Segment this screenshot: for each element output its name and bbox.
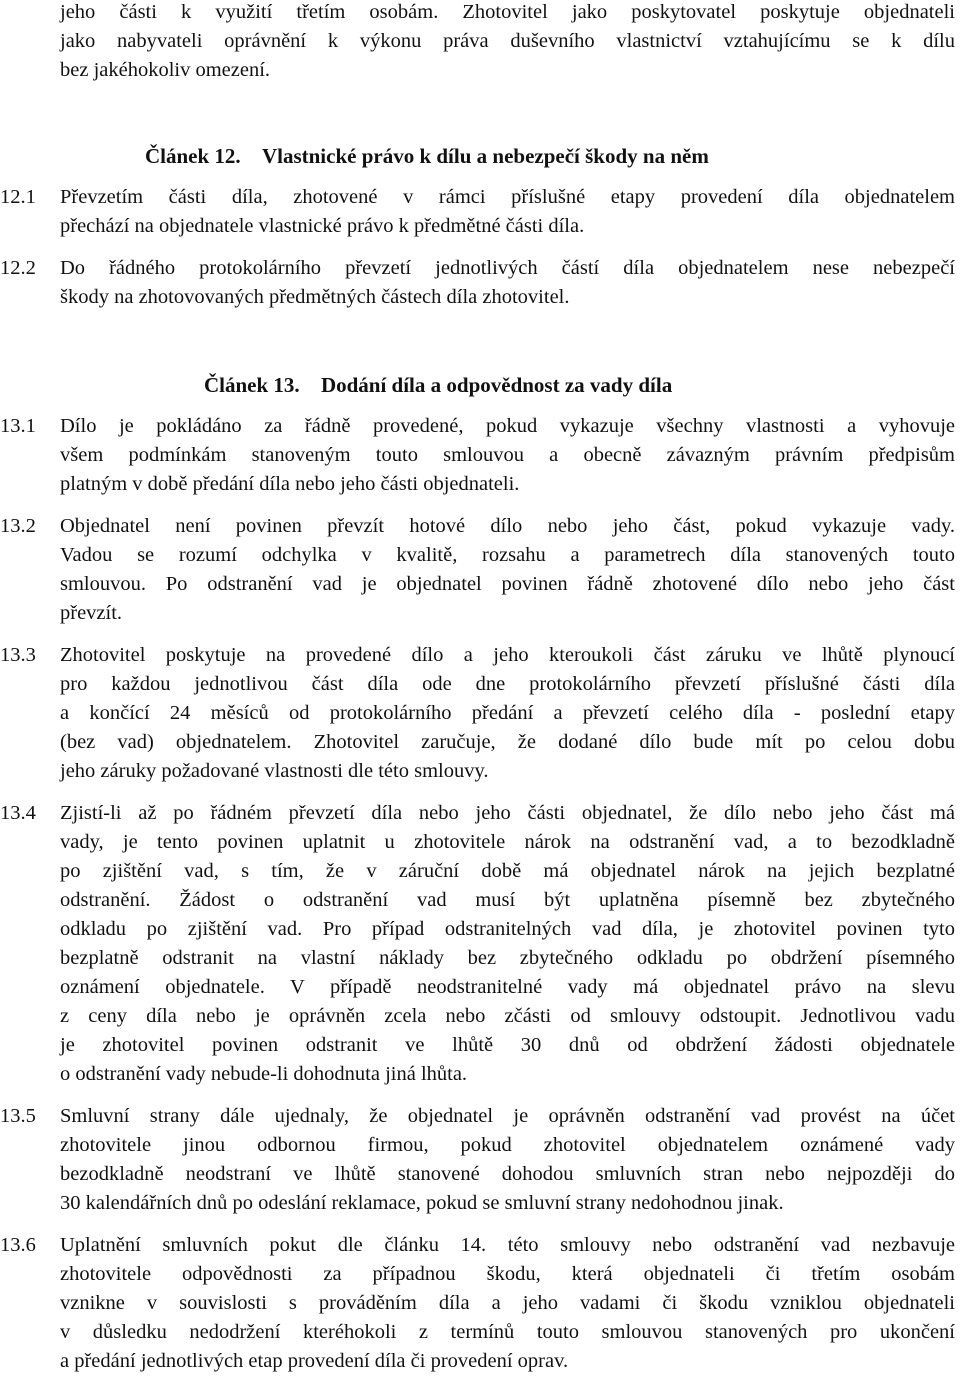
clause-line: všem podmínkám stanoveným touto smlouvou a obecně závazným právním předpisům: [60, 444, 955, 466]
clause-line: zhotovitele odpovědnosti za případnou škodu, která objednateli či třetím osobám: [60, 1263, 955, 1285]
clause-line: Zjistí-li až po řádném převzetí díla nebo jeho části objednatel, že dílo nebo jeho část má: [60, 802, 955, 824]
clause-line: po zjištění vad, s tím, že v záruční době má objednatel nárok na jejich bezplatné: [60, 860, 955, 882]
clause-line: oznámení objednatele. V případě neodstranitelné vady má objednatel právo na slevu: [60, 976, 955, 998]
clause-number: 13.2: [0, 515, 36, 537]
clause-line: Objednatel není povinen převzít hotové dílo nebo jeho část, pokud vykazuje vady.: [60, 515, 955, 537]
clause-line: přechází na objednatele vlastnické právo k předmětné části díla.: [60, 215, 585, 237]
clause-number: 13.5: [0, 1105, 36, 1127]
article-number: Článek 13.: [204, 373, 300, 397]
clause-line: jeho záruky požadované vlastnosti dle této smlouvy.: [60, 760, 489, 782]
clause-line: Smluvní strany dále ujednaly, že objednatel je oprávněn odstranění vad provést na účet: [60, 1105, 955, 1127]
article-13-heading: [204, 370, 672, 400]
clause-line: je zhotovitel povinen odstranit ve lhůtě 30 dnů od obdržení žádosti objednatele: [60, 1034, 955, 1056]
clause-line: bezplatně odstranit na vlastní náklady bez zbytečného odkladu po obdržení písemného: [60, 947, 955, 969]
clause-line: a předání jednotlivých etap provedení díla či provedení oprav.: [60, 1350, 569, 1372]
article-title: Dodání díla a odpovědnost za vady díla: [320, 373, 673, 397]
clause-line: pro každou jednotlivou část díla ode dne protokolárního převzetí příslušné části díla: [60, 673, 955, 695]
clause-line: odstranění. Žádost o odstranění vad musí být uplatněna písemně bez zbytečného: [60, 889, 955, 911]
clause-line: bezodkladně neodstraní ve lhůtě stanovené dohodou smluvních stran nebo nejpozději do: [60, 1163, 955, 1185]
clause-line: zhotovitele jinou odbornou firmou, pokud zhotovitel objednatelem oznámené vady: [60, 1134, 955, 1156]
clause-line: 30 kalendářních dnů po odeslání reklamace, pokud se smluvní strany nedohodnou jinak.: [60, 1192, 784, 1214]
intro-line: jeho části k využití třetím osobám. Zhotovitel jako poskytovatel poskytuje objednateli: [60, 1, 955, 23]
intro-line: jako nabyvateli oprávnění k výkonu práva duševního vlastnictví vztahujícímu se k dílu: [60, 30, 955, 52]
clause-line: škody na zhotovovaných předmětných částech díla zhotovitel.: [60, 286, 570, 308]
clause-line: a končící 24 měsíců od protokolárního předání a převzetí celého díla - poslední etapy: [60, 702, 955, 724]
clause-line: Do řádného protokolárního převzetí jednotlivých částí díla objednatelem nese nebezpečí: [60, 257, 955, 279]
clause-line: platným v době předání díla nebo jeho části objednateli.: [60, 473, 520, 495]
clause-line: v důsledku nedodržení kteréhokoli z termínů touto smlouvou stanovených pro ukončení: [60, 1321, 955, 1343]
clause-number: 13.3: [0, 644, 36, 666]
clause-line: o odstranění vady nebude-li dohodnuta jiná lhůta.: [60, 1063, 468, 1085]
article-number: Článek 12.: [145, 144, 241, 168]
article-title: Vlastnické právo k dílu a nebezpečí škody na něm: [261, 144, 709, 168]
clause-line: Dílo je pokládáno za řádně provedené, pokud vykazuje všechny vlastnosti a vyhovuje: [60, 415, 955, 437]
clause-number: 12.1: [0, 186, 36, 208]
clause-line: Zhotovitel poskytuje na provedené dílo a jeho kteroukoli část záruku ve lhůtě plynoucí: [60, 644, 955, 666]
clause-line: Uplatnění smluvních pokut dle článku 14. této smlouvy nebo odstranění vad nezbavuje: [60, 1234, 955, 1256]
intro-line: bez jakéhokoliv omezení.: [60, 59, 271, 81]
clause-line: (bez vad) objednatelem. Zhotovitel zaručuje, že dodané dílo bude mít po celou dobu: [60, 731, 955, 753]
clause-line: vznikne v souvislosti s prováděním díla a jeho vadami či škodu vzniklou objednateli: [60, 1292, 955, 1314]
clause-line: Vadou se rozumí odchylka v kvalitě, rozsahu a parametrech díla stanovených touto: [60, 544, 955, 566]
clause-number: 13.4: [0, 802, 36, 824]
clause-number: 13.6: [0, 1234, 36, 1256]
article-12-heading: [145, 141, 709, 171]
clause-line: vady, je tento povinen uplatnit u zhotovitele nárok na odstranění vad, a to bezodkladně: [60, 831, 955, 853]
clause-line: Převzetím části díla, zhotovené v rámci příslušné etapy provedení díla objednatelem: [60, 186, 955, 208]
clause-line: převzít.: [60, 602, 123, 624]
clause-number: 13.1: [0, 415, 36, 437]
clause-line: smlouvou. Po odstranění vad je objednatel povinen řádně zhotovené dílo nebo jeho část: [60, 573, 955, 595]
clause-line: odkladu po zjištění vad. Pro případ odstranitelných vad díla, je zhotovitel povinen tyto: [60, 918, 955, 940]
clause-line: z ceny díla nebo je oprávněn zcela nebo zčásti od smlouvy odstoupit. Jednotlivou vadu: [60, 1005, 955, 1027]
clause-number: 12.2: [0, 257, 36, 279]
